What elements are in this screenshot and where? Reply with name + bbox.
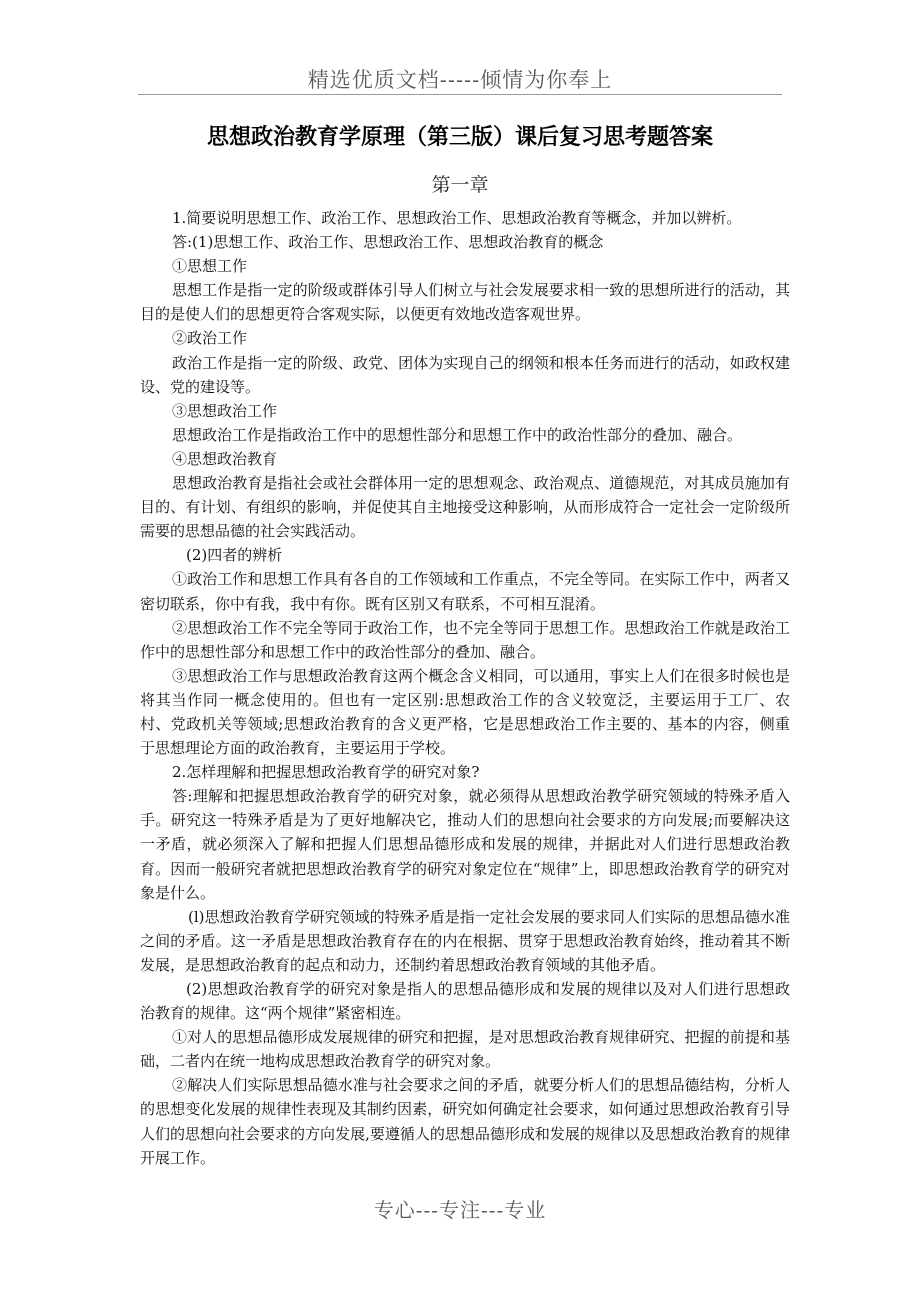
paragraph-thought-work: 思想工作是指一定的阶级或群体引导人们树立与社会发展要求相一致的思想所进行的活动，其目的是使人们的思想更符合客观实际，以便更有效地改造客观世界。 <box>140 281 790 324</box>
subheading-thought-work: ①思想工作 <box>172 257 248 276</box>
paragraph-law-1: ①对人的思想品德形成发展规律的研究和把握，是对思想政治教育规律研究、把握的前提和基础，二者内在统一地构成思想政治教育学的研究对象。 <box>140 1028 790 1071</box>
header-divider <box>138 94 782 95</box>
page-header: 精选优质文档-----倾情为你奉上 <box>307 68 613 92</box>
answer-2-intro: 答:理解和把握思想政治教育学的研究对象，就必须得从思想政治教学研究领域的特殊矛盾入手。研究这一特殊矛盾是为了更好地解决它，推动人们的思想向社会要求的方向发展;而要解决这一矛盾，就必须深入了解和把握人们思想品德形成和发展的规律，并据此对人们进行思想政治教育。因而一般研究者就把思想政治教育学的研究对象定位在“规律”上，即思想政治教育学的研究对象是什么。 <box>140 787 790 902</box>
paragraph-distinction-3: ③思想政治工作与思想政治教育这两个概念含义相同，可以通用，事实上人们在很多时候也是将其当作同一概念使用的。但也有一定区别:思想政治工作的含义较宽泛，主要运用于工厂、农村、党政机关等领域;思想政治教育的含义更严格，它是思想政治工作主要的、基本的内容，侧重于思想理论方面的政治教育，主要运用于学校。 <box>140 666 790 758</box>
paragraph-law-2: ②解决人们实际思想品德水准与社会要求之间的矛盾，就要分析人们的思想品德结构，分析人的思想变化发展的规律性表现及其制约因素，研究如何确定社会要求，如何通过思想政治教育引导人们的思想向社会要求的方向发展,要遵循人的思想品德形成和发展的规律以及思想政治教育的规律开展工作。 <box>140 1076 790 1167</box>
chapter-heading: 第一章 <box>431 174 489 196</box>
question-2: 2.怎样理解和把握思想政治教育学的研究对象? <box>172 763 480 782</box>
paragraph-ideological-political-education: 思想政治教育是指社会或社会群体用一定的思想观念、政治观点、道德规范，对其成员施加有目的、有计划、有组织的影响，并促使其自主地接受这种影响，从而形成符合一定社会一定阶级所需要的思想品德的社会实践活动。 <box>140 474 790 541</box>
answer-1-intro: 答:(1)思想工作、政治工作、思想政治工作、思想政治教育的概念 <box>172 233 604 252</box>
page-footer: 专心---专注---专业 <box>373 1198 547 1222</box>
subheading-distinction: (2)四者的辨析 <box>186 546 283 565</box>
paragraph-ideological-political-work: 思想政治工作是指政治工作中的思想性部分和思想工作中的政治性部分的叠加、融合。 <box>172 425 743 444</box>
question-1: 1.简要说明思想工作、政治工作、思想政治工作、思想政治教育等概念，并加以辨析。 <box>172 209 742 227</box>
paragraph-research-object: (2)思想政治教育学的研究对象是指人的思想品德形成和发展的规律以及对人们进行思想政治教育的规律。这“两个规律”紧密相连。 <box>140 980 790 1023</box>
document-body <box>140 206 790 1170</box>
subheading-ideological-political-education: ④思想政治教育 <box>172 449 278 468</box>
document-title: 思想政治教育学原理（第三版）课后复习思考题答案 <box>206 124 713 150</box>
paragraph-special-contradiction: (l)思想政治教育学研究领域的特殊矛盾是指一定社会发展的要求同人们实际的思想品德水准之间的矛盾。这一矛盾是思想政治教育存在的内在根据、贯穿于思想政治教育始终，推动着其不断发展，是思想政治教育的起点和动力，还制约着思想政治教育领域的其他矛盾。 <box>140 907 790 974</box>
subheading-political-work: ②政治工作 <box>172 329 248 348</box>
subheading-ideological-political-work: ③思想政治工作 <box>172 401 278 420</box>
paragraph-political-work: 政治工作是指一定的阶级、政党、团体为实现自己的纲领和根本任务而进行的活动，如政权建设、党的建设等。 <box>140 353 790 396</box>
paragraph-distinction-1: ①政治工作和思想工作具有各自的工作领域和工作重点，不完全等同。在实际工作中，两者又密切联系，你中有我，我中有你。既有区别又有联系，不可相互混淆。 <box>140 570 790 613</box>
paragraph-distinction-2: ②思想政治工作不完全等同于政治工作，也不完全等同于思想工作。思想政治工作就是政治工作中的思想性部分和思想工作中的政治性部分的叠加、融合。 <box>140 618 790 661</box>
